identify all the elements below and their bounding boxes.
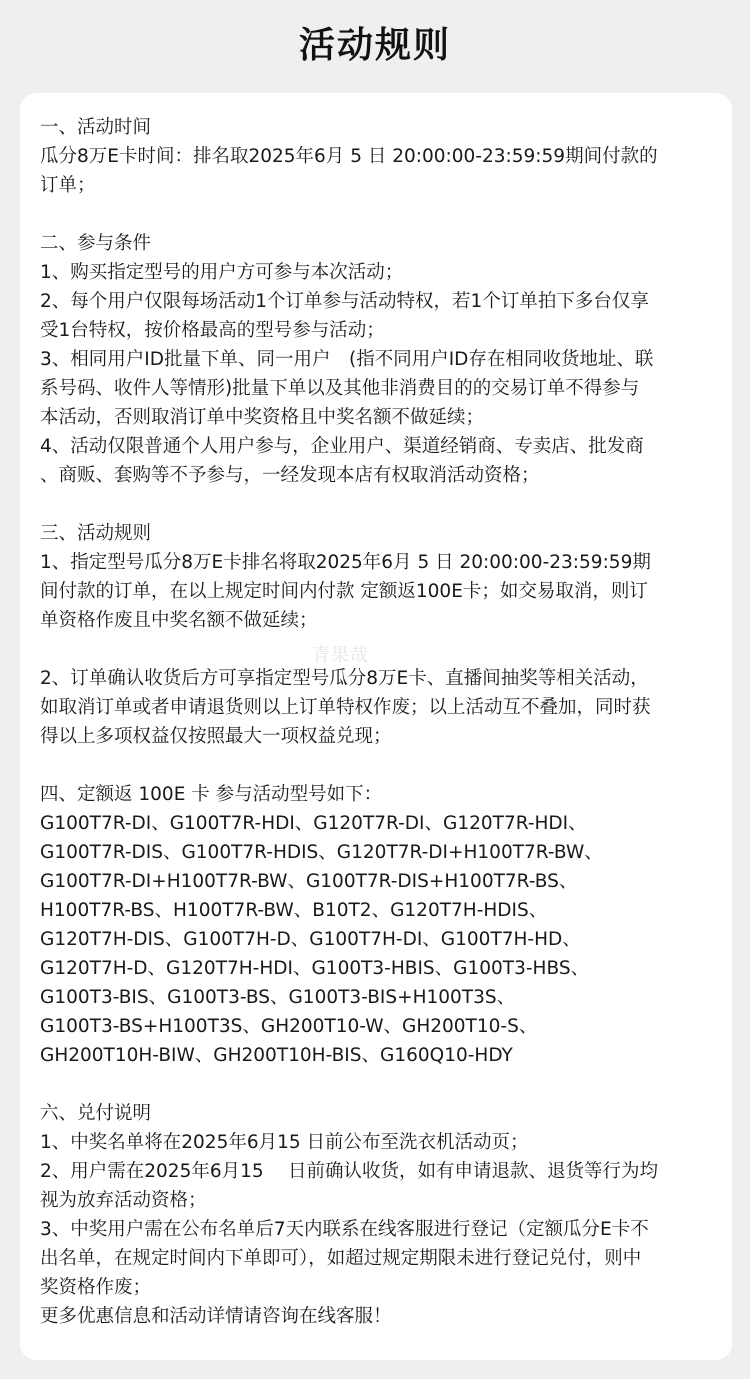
section-text-line: GH200T10H-BIW、GH200T10H-BIS、G160Q10-HDY [40,1045,513,1066]
section-heading: 三、活动规则 [40,523,152,544]
section-text-line: 视为放弃活动资格； [40,1190,207,1211]
section-text-line: 1、中奖名单将在2025年6月15 日前公布至洗衣机活动页； [40,1132,529,1153]
section-text-line: 得以上多项权益仅按照最大一项权益兑现； [40,726,392,747]
section-text-line: 出名单，在规定时间内下单即可），如超过规定期限未进行登记兑付，则中 [40,1248,642,1269]
section-text-line: 间付款的订单，在以上规定时间内付款 定额返100E卡；如交易取消，则订 [40,581,648,602]
section-text-line: 3、相同用户ID批量下单、同一用户 (指不同用户ID存在相同收货地址、联 [40,349,654,370]
watermark: 青果哉 [312,645,369,666]
section-text-line: 更多优惠信息和活动详情请咨询在线客服！ [40,1306,392,1327]
section-text-line: 2、用户需在2025年6月15 日前确认收货，如有申请退款、退货等行为均 [40,1161,659,1182]
section-text-line: 订单； [40,175,96,196]
rule-section [40,229,712,490]
section-text-line: G120T7H-D、G120T7H-HDI、G100T3-HBIS、G100T3-HBS、 [40,958,590,979]
section-heading: 二、参与条件 [40,233,152,254]
rule-section [40,113,712,200]
rule-section [40,664,712,751]
rule-section [40,1099,712,1331]
rule-section [40,780,712,1070]
section-heading: 四、定额返 100E 卡 参与活动型号如下： [40,784,383,805]
section-heading: 一、活动时间 [40,117,152,138]
rule-section [40,519,712,635]
section-text-line: 如取消订单或者申请退货则以上订单特权作废；以上活动互不叠加，同时获 [40,697,651,718]
section-text-line: G100T7R-DIS、G100T7R-HDIS、G120T7R-DI+H100T7R-BW、 [40,842,603,863]
section-text-line: 1、购买指定型号的用户方可参与本次活动； [40,262,404,283]
section-text-line: 瓜分8万E卡时间：排名取2025年6月 5 日 20:00:00-23:59:59期间付款的 [40,146,658,167]
section-heading: 六、兑付说明 [40,1103,152,1124]
section-text-line: 2、每个用户仅限每场活动1个订单参与活动特权，若1个订单拍下多台仅享 [40,291,649,312]
section-text-line: 单资格作废且中奖名额不做延续； [40,610,318,631]
section-text-line: G120T7H-DIS、G100T7H-D、G100T7H-DI、G100T7H-HD、 [40,929,581,950]
section-text-line: 、商贩、套购等不予参与，一经发现本店有权取消活动资格； [40,465,540,486]
section-text-line: G100T3-BS+H100T3S、GH200T10-W、GH200T10-S、 [40,1016,538,1037]
section-text-line: G100T7R-DI、G100T7R-HDI、G120T7R-DI、G120T7R-HDI、 [40,813,587,834]
page-title: 活动规则 [298,25,451,66]
section-text-line: 系号码、收件人等情形)批量下单以及其他非消费目的的交易订单不得参与 [40,378,640,399]
rules-content [40,113,712,1360]
section-text-line: 3、中奖用户需在公布名单后7天内联系在线客服进行登记（定额瓜分E卡不 [40,1219,649,1240]
section-text-line: G100T7R-DI+H100T7R-BW、G100T7R-DIS+H100T7R-BS、 [40,871,578,892]
section-text-line: 4、活动仅限普通个人用户参与，企业用户、渠道经销商、专卖店、批发商 [40,436,644,457]
section-text-line: 2、订单确认收货后方可享指定型号瓜分8万E卡、直播间抽奖等相关活动， [40,668,649,689]
rules-card [20,93,732,1360]
section-text-line: G100T3-BIS、G100T3-BS、G100T3-BIS+H100T3S、 [40,987,516,1008]
section-text-line: 1、指定型号瓜分8万E卡排名将取2025年6月 5 日 20:00:00-23:59:59期 [40,552,651,573]
section-text-line: 受1台特权，按价格最高的型号参与活动； [40,320,385,341]
section-text-line: H100T7R-BS、H100T7R-BW、B10T2、G120T7H-HDIS、 [40,900,548,921]
section-text-line: 奖资格作废； [40,1277,152,1298]
section-text-line: 本活动，否则取消订单中奖资格且中奖名额不做延续； [40,407,485,428]
